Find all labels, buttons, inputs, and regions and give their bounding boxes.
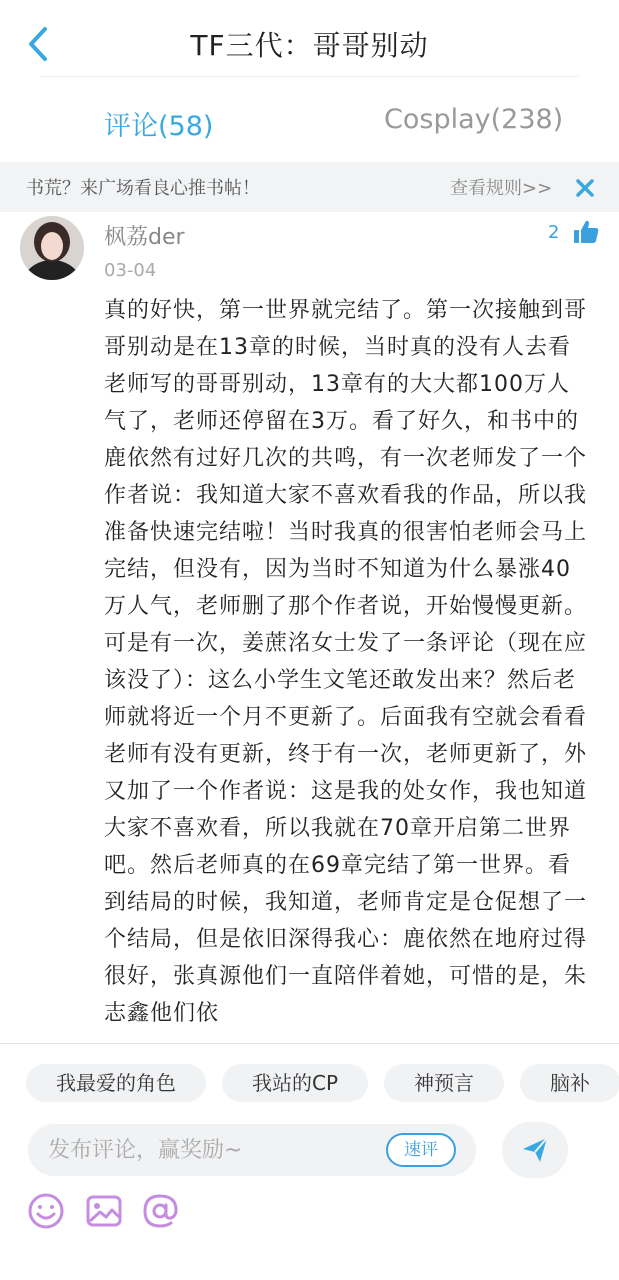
composer-panel xyxy=(0,1043,619,1280)
comment-text: 真的好快，第一世界就完结了。第一次接触到哥哥别动是在13章的时候，当时真的没有人去看老师写的哥哥别动，13章有的大大都100万人气了，老师还停留在3万。看了好久，和书中的鹿依然有过好几次的共鸣，有一次老师发了一个作者说：我知道大家不喜欢看我的作品，所以我准备快速完结啦！当时我真的很害怕老师会马上完结，但没有，因为当时不知道为什么暴涨40万人气，老师删了那个作者说，开始慢慢更新。可是有一次，姜蔗洺女士发了一条评论（现在应该没了）：这么小学生文笔还敢发出来？然后老师就将近一个月不更新了。后面我有空就会看看老师有没有更新，终于有一次，老师更新了，外又加了一个作者说：这是我的处女作，我也知道大家不喜欢看，所以我就在70章开启第二世界吧。然后老师真的在69章完结了第一世界。看到结局的时候，我知道，老师肯定是仓促想了一个结局，但是依旧深得我心：鹿依然在地府过得很好，张真源他们一直陪伴着她，可惜的是，朱志鑫他们依 xyxy=(104,298,588,1026)
avatar[interactable] xyxy=(20,216,84,280)
like-count: 2 xyxy=(548,222,560,243)
comment-input[interactable] xyxy=(48,1124,378,1176)
comment-input-box xyxy=(28,1124,476,1176)
chip-prophecy[interactable]: 神预言 xyxy=(384,1064,504,1102)
chip-favorite-character[interactable]: 我最爱的角色 xyxy=(26,1064,206,1102)
header-divider xyxy=(40,76,579,77)
header xyxy=(0,0,619,88)
page-title: TF三代：哥哥别动 xyxy=(190,29,429,62)
chip-imagination[interactable]: 脑补 xyxy=(520,1064,619,1102)
close-icon[interactable] xyxy=(572,175,598,201)
notice-text: 书荒？来广场看良心推书帖！ xyxy=(26,178,260,199)
user-avatar-icon xyxy=(20,216,84,280)
image-icon[interactable] xyxy=(84,1191,124,1231)
comment-date: 03-04 xyxy=(104,260,157,281)
thumbs-up-icon[interactable] xyxy=(572,218,600,246)
quick-review-button[interactable]: 速评 xyxy=(386,1133,456,1167)
send-button[interactable] xyxy=(502,1122,568,1178)
send-icon xyxy=(520,1135,550,1165)
mention-icon[interactable] xyxy=(140,1191,180,1231)
chip-my-cp[interactable]: 我站的CP xyxy=(222,1064,368,1102)
tab-bar xyxy=(0,88,619,160)
rules-link[interactable]: 查看规则>> xyxy=(450,178,553,199)
quick-tags xyxy=(26,1064,619,1104)
tab-cosplay[interactable]: Cosplay(238) xyxy=(384,104,564,135)
notice-bar xyxy=(0,162,619,212)
comment-username[interactable]: 枫荔der xyxy=(104,225,185,250)
emoji-icon[interactable] xyxy=(26,1191,66,1231)
tab-comments[interactable]: 评论(58) xyxy=(104,111,214,142)
